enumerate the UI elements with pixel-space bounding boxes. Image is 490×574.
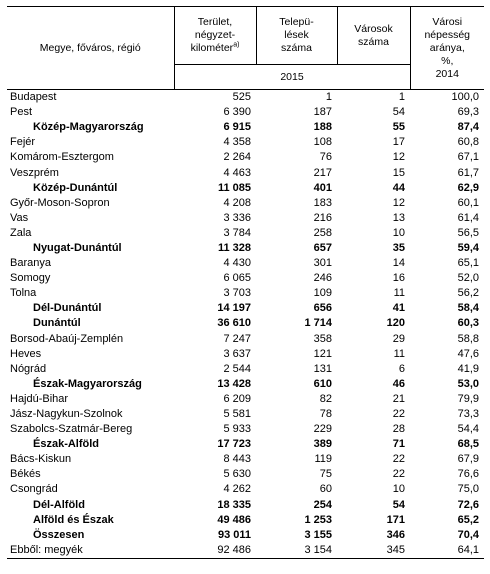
urban-share-cell: 56,2 bbox=[457, 287, 479, 300]
region-name-cell: Békés bbox=[10, 468, 41, 481]
towns-cell: 10 bbox=[392, 226, 405, 239]
urban-share-cell: 67,9 bbox=[457, 453, 479, 466]
towns-cell: 120 bbox=[386, 317, 405, 330]
towns-cell: 345 bbox=[337, 543, 410, 559]
settlements-cell: 657 bbox=[313, 241, 332, 254]
region-name-cell: Baranya bbox=[10, 257, 51, 270]
table-header bbox=[7, 7, 484, 90]
urban-share-cell: 68,5 bbox=[457, 438, 479, 451]
region-name-cell: Vas bbox=[10, 211, 29, 224]
towns-cell: 346 bbox=[386, 528, 405, 541]
towns-cell: 171 bbox=[386, 513, 405, 526]
area-cell: 4 262 bbox=[223, 483, 251, 496]
header-region: Megye, főváros, régió bbox=[7, 7, 174, 90]
header-towns: Városok száma bbox=[337, 7, 410, 65]
towns-cell: 13 bbox=[392, 211, 405, 224]
towns-cell: 41 bbox=[392, 302, 405, 315]
urban-share-cell: 61,4 bbox=[457, 211, 479, 224]
table-row bbox=[7, 301, 484, 316]
settlements-cell: 82 bbox=[319, 392, 332, 405]
settlements-cell: 108 bbox=[313, 136, 332, 149]
towns-cell: 15 bbox=[392, 166, 405, 179]
table-row bbox=[7, 105, 484, 120]
header-settlements: Telepü- lések száma bbox=[256, 7, 337, 65]
towns-cell: 22 bbox=[392, 453, 405, 466]
area-cell: 4 463 bbox=[223, 166, 251, 179]
table-row bbox=[7, 286, 484, 301]
table-row bbox=[7, 392, 484, 407]
urban-share-cell: 100,0 bbox=[451, 91, 479, 104]
urban-share-cell: 87,4 bbox=[457, 121, 479, 134]
table-row bbox=[7, 316, 484, 331]
area-cell: 18 335 bbox=[217, 498, 251, 511]
table-row bbox=[7, 150, 484, 165]
towns-cell: 11 bbox=[393, 287, 405, 300]
table-row bbox=[7, 543, 484, 559]
towns-cell: 21 bbox=[392, 392, 405, 405]
settlements-cell: 656 bbox=[313, 302, 332, 315]
urban-share-cell: 53,0 bbox=[457, 377, 479, 390]
region-name-cell: Bács-Kiskun bbox=[10, 453, 72, 466]
towns-cell: 54 bbox=[392, 498, 405, 511]
settlements-cell: 217 bbox=[313, 166, 332, 179]
area-cell: 3 784 bbox=[223, 226, 251, 239]
table-row bbox=[7, 256, 484, 271]
towns-cell: 22 bbox=[392, 468, 405, 481]
area-cell: 4 208 bbox=[223, 196, 251, 209]
region-name-cell: Összesen bbox=[33, 528, 85, 541]
area-cell: 4 358 bbox=[223, 136, 251, 149]
urban-share-cell: 75,0 bbox=[457, 483, 479, 496]
table-row bbox=[7, 165, 484, 180]
towns-cell: 54 bbox=[392, 106, 405, 119]
region-name-cell: Somogy bbox=[10, 272, 51, 285]
settlements-cell: 60 bbox=[319, 483, 332, 496]
settlements-cell: 254 bbox=[313, 498, 332, 511]
region-name-cell: Csongrád bbox=[10, 483, 58, 496]
settlements-cell: 78 bbox=[319, 408, 332, 421]
area-cell: 2 544 bbox=[223, 362, 251, 375]
settlements-cell: 1 714 bbox=[304, 317, 332, 330]
urban-share-cell: 54,4 bbox=[457, 423, 479, 436]
table-row bbox=[7, 196, 484, 211]
urban-share-cell: 56,5 bbox=[457, 226, 479, 239]
urban-share-cell: 60,8 bbox=[457, 136, 479, 149]
settlements-cell: 3 154 bbox=[256, 543, 337, 559]
urban-share-cell: 58,4 bbox=[457, 302, 479, 315]
towns-cell: 44 bbox=[392, 181, 405, 194]
area-cell: 92 486 bbox=[174, 543, 256, 559]
urban-share-cell: 76,6 bbox=[457, 468, 479, 481]
urban-share-cell: 65,2 bbox=[457, 513, 479, 526]
settlements-cell: 119 bbox=[314, 453, 332, 466]
region-name-cell: Győr-Moson-Sopron bbox=[10, 196, 110, 209]
region-name-cell: Borsod-Abaúj-Zemplén bbox=[10, 332, 124, 345]
settlements-cell: 76 bbox=[319, 151, 332, 164]
towns-cell: 16 bbox=[392, 272, 405, 285]
area-cell: 49 486 bbox=[217, 513, 251, 526]
towns-cell: 11 bbox=[393, 347, 405, 360]
towns-cell: 71 bbox=[392, 438, 405, 451]
area-cell: 2 264 bbox=[223, 151, 251, 164]
settlements-cell: 1 bbox=[325, 91, 332, 104]
table-row bbox=[7, 347, 484, 362]
region-name-cell: Hajdú-Bihar bbox=[10, 392, 69, 405]
settlements-cell: 188 bbox=[313, 121, 332, 134]
settlements-cell: 358 bbox=[313, 332, 332, 345]
table-row bbox=[7, 377, 484, 392]
urban-share-cell: 73,3 bbox=[457, 408, 479, 421]
area-cell: 36 610 bbox=[217, 317, 251, 330]
settlements-cell: 1 253 bbox=[304, 513, 332, 526]
area-cell: 5 933 bbox=[223, 423, 251, 436]
area-cell: 11 085 bbox=[217, 181, 251, 194]
towns-cell: 12 bbox=[392, 196, 405, 209]
header-area: Terület, négyzet- kilométer$^{a)}$ bbox=[174, 7, 256, 65]
region-name-cell: Szabolcs-Szatmár-Bereg bbox=[10, 423, 133, 436]
area-cell: 525 bbox=[232, 91, 251, 104]
settlements-cell: 246 bbox=[313, 272, 332, 285]
footnote-marker: a) bbox=[233, 41, 240, 49]
towns-cell: 17 bbox=[392, 136, 405, 149]
table-row bbox=[7, 181, 484, 196]
urban-share-cell: 72,6 bbox=[457, 498, 479, 511]
settlements-cell: 3 155 bbox=[304, 528, 332, 541]
region-name-cell: Zala bbox=[10, 226, 32, 239]
table-row bbox=[7, 452, 484, 467]
table-row bbox=[7, 135, 484, 150]
region-name-cell: Közép-Magyarország bbox=[33, 121, 144, 134]
area-cell: 6 390 bbox=[223, 106, 251, 119]
urban-share-cell: 65,1 bbox=[457, 257, 479, 270]
area-cell: 8 443 bbox=[223, 453, 251, 466]
region-name-cell: Dunántúl bbox=[33, 317, 81, 330]
urban-share-cell: 69,3 bbox=[457, 106, 479, 119]
towns-cell: 22 bbox=[392, 408, 405, 421]
region-name-cell: Észak-Alföld bbox=[33, 438, 100, 451]
area-cell: 4 430 bbox=[223, 257, 251, 270]
area-cell: 13 428 bbox=[217, 377, 251, 390]
header-urban-share: Városi népesség aránya, %, 2014 bbox=[410, 7, 484, 90]
area-cell: 6 209 bbox=[223, 392, 251, 405]
settlements-cell: 187 bbox=[313, 106, 332, 119]
county-statistics-table bbox=[7, 6, 484, 559]
settlements-cell: 75 bbox=[319, 468, 332, 481]
settlements-cell: 258 bbox=[313, 226, 332, 239]
settlements-cell: 389 bbox=[313, 438, 332, 451]
area-cell: 3 637 bbox=[223, 347, 251, 360]
header-year-2015: 2015 bbox=[174, 65, 410, 90]
table-row bbox=[7, 90, 484, 106]
towns-cell: 28 bbox=[392, 423, 405, 436]
towns-cell: 12 bbox=[392, 151, 405, 164]
area-cell: 7 247 bbox=[223, 332, 251, 345]
table-row bbox=[7, 271, 484, 286]
table-row bbox=[7, 513, 484, 528]
table-row bbox=[7, 528, 484, 543]
urban-share-cell: 70,4 bbox=[457, 528, 479, 541]
region-name-cell: Közép-Dunántúl bbox=[33, 181, 118, 194]
settlements-cell: 229 bbox=[313, 423, 332, 436]
urban-share-cell: 52,0 bbox=[457, 272, 479, 285]
table-row bbox=[7, 482, 484, 497]
table-row bbox=[7, 226, 484, 241]
region-name-cell: Dél-Alföld bbox=[33, 498, 85, 511]
area-cell: 3 336 bbox=[223, 211, 251, 224]
urban-share-cell: 67,1 bbox=[457, 151, 479, 164]
table-row bbox=[7, 241, 484, 256]
urban-share-cell: 79,9 bbox=[457, 392, 479, 405]
region-name-cell: Pest bbox=[10, 106, 33, 119]
urban-share-cell: 47,6 bbox=[457, 347, 479, 360]
region-name-cell: Tolna bbox=[10, 287, 37, 300]
region-name-cell: Fejér bbox=[10, 136, 36, 149]
area-cell: 6 915 bbox=[223, 121, 251, 134]
table-row bbox=[7, 362, 484, 377]
table-row bbox=[7, 211, 484, 226]
table-row bbox=[7, 498, 484, 513]
region-name-cell: Alföld és Észak bbox=[33, 513, 114, 526]
urban-share-cell: 61,7 bbox=[457, 166, 479, 179]
area-cell: 6 065 bbox=[223, 272, 251, 285]
urban-share-cell: 58,8 bbox=[457, 332, 479, 345]
towns-cell: 1 bbox=[398, 91, 405, 104]
area-cell: 11 328 bbox=[217, 241, 251, 254]
settlements-cell: 401 bbox=[313, 181, 332, 194]
settlements-cell: 216 bbox=[313, 211, 332, 224]
settlements-cell: 183 bbox=[313, 196, 332, 209]
urban-share-cell: 41,9 bbox=[457, 362, 479, 375]
table-row bbox=[7, 120, 484, 135]
towns-cell: 55 bbox=[392, 121, 405, 134]
table-row bbox=[7, 437, 484, 452]
towns-cell: 29 bbox=[392, 332, 405, 345]
towns-cell: 10 bbox=[392, 483, 405, 496]
table-body bbox=[7, 90, 484, 559]
region-name-cell: Dél-Dunántúl bbox=[33, 302, 102, 315]
area-cell: 5 581 bbox=[223, 408, 251, 421]
table-row bbox=[7, 467, 484, 482]
area-cell: 17 723 bbox=[217, 438, 251, 451]
settlements-cell: 301 bbox=[313, 257, 332, 270]
region-name-cell: Észak-Magyarország bbox=[33, 377, 142, 390]
statistics-table-container bbox=[7, 6, 484, 559]
region-name-cell: Komárom-Esztergom bbox=[10, 151, 114, 164]
settlements-cell: 610 bbox=[313, 377, 332, 390]
urban-share-cell: 64,1 bbox=[410, 543, 484, 559]
urban-share-cell: 62,9 bbox=[457, 181, 479, 194]
region-name-cell: Veszprém bbox=[10, 166, 59, 179]
urban-share-cell: 60,1 bbox=[457, 196, 479, 209]
settlements-cell: 131 bbox=[313, 362, 332, 375]
region-name-cell: Jász-Nagykun-Szolnok bbox=[10, 408, 123, 421]
region-name-cell: Ebből: megyék bbox=[7, 543, 174, 559]
table-row bbox=[7, 422, 484, 437]
region-name-cell: Nógrád bbox=[10, 362, 47, 375]
settlements-cell: 109 bbox=[313, 287, 332, 300]
area-cell: 5 630 bbox=[223, 468, 251, 481]
area-cell: 3 703 bbox=[223, 287, 251, 300]
region-name-cell: Budapest bbox=[10, 91, 57, 104]
towns-cell: 14 bbox=[392, 257, 405, 270]
towns-cell: 6 bbox=[398, 362, 405, 375]
settlements-cell: 121 bbox=[313, 347, 332, 360]
towns-cell: 46 bbox=[392, 377, 405, 390]
table-row bbox=[7, 407, 484, 422]
urban-share-cell: 59,4 bbox=[457, 241, 479, 254]
table-row bbox=[7, 332, 484, 347]
area-cell: 14 197 bbox=[217, 302, 251, 315]
urban-share-cell: 60,3 bbox=[457, 317, 479, 330]
region-name-cell: Heves bbox=[10, 347, 42, 360]
area-cell: 93 011 bbox=[217, 528, 251, 541]
region-name-cell: Nyugat-Dunántúl bbox=[33, 241, 122, 254]
towns-cell: 35 bbox=[392, 241, 405, 254]
